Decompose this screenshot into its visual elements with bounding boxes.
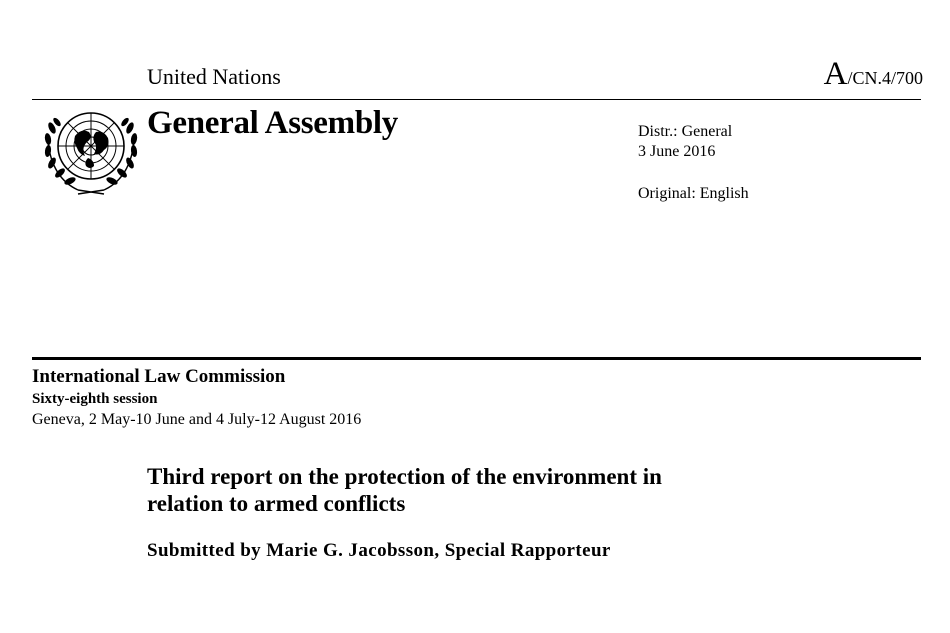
submitted-by: Submitted by Marie G. Jacobsson, Special Rapporteur	[147, 540, 611, 561]
session-name: Sixty-eighth session	[32, 391, 158, 407]
distribution-block	[638, 122, 732, 162]
document-symbol-prefix: A	[823, 56, 848, 92]
report-title-line-2: relation to armed conflicts	[147, 491, 406, 516]
header-rule	[32, 99, 921, 100]
un-emblem-icon	[38, 106, 144, 198]
commission-name: International Law Commission	[32, 366, 286, 387]
document-symbol	[824, 56, 923, 93]
section-rule	[32, 357, 921, 360]
original-language: Original: English	[638, 185, 749, 202]
report-title	[147, 463, 662, 517]
document-symbol-number: /CN.4/700	[847, 68, 923, 88]
organ-name: General Assembly	[147, 105, 398, 141]
document-date: 3 June 2016	[638, 143, 716, 160]
organization-name: United Nations	[147, 64, 281, 89]
distribution-status: Distr.: General	[638, 123, 733, 140]
report-title-line-1: Third report on the protection of the environment in	[147, 464, 662, 489]
session-place-dates: Geneva, 2 May-10 June and 4 July-12 August 2016	[32, 411, 362, 428]
